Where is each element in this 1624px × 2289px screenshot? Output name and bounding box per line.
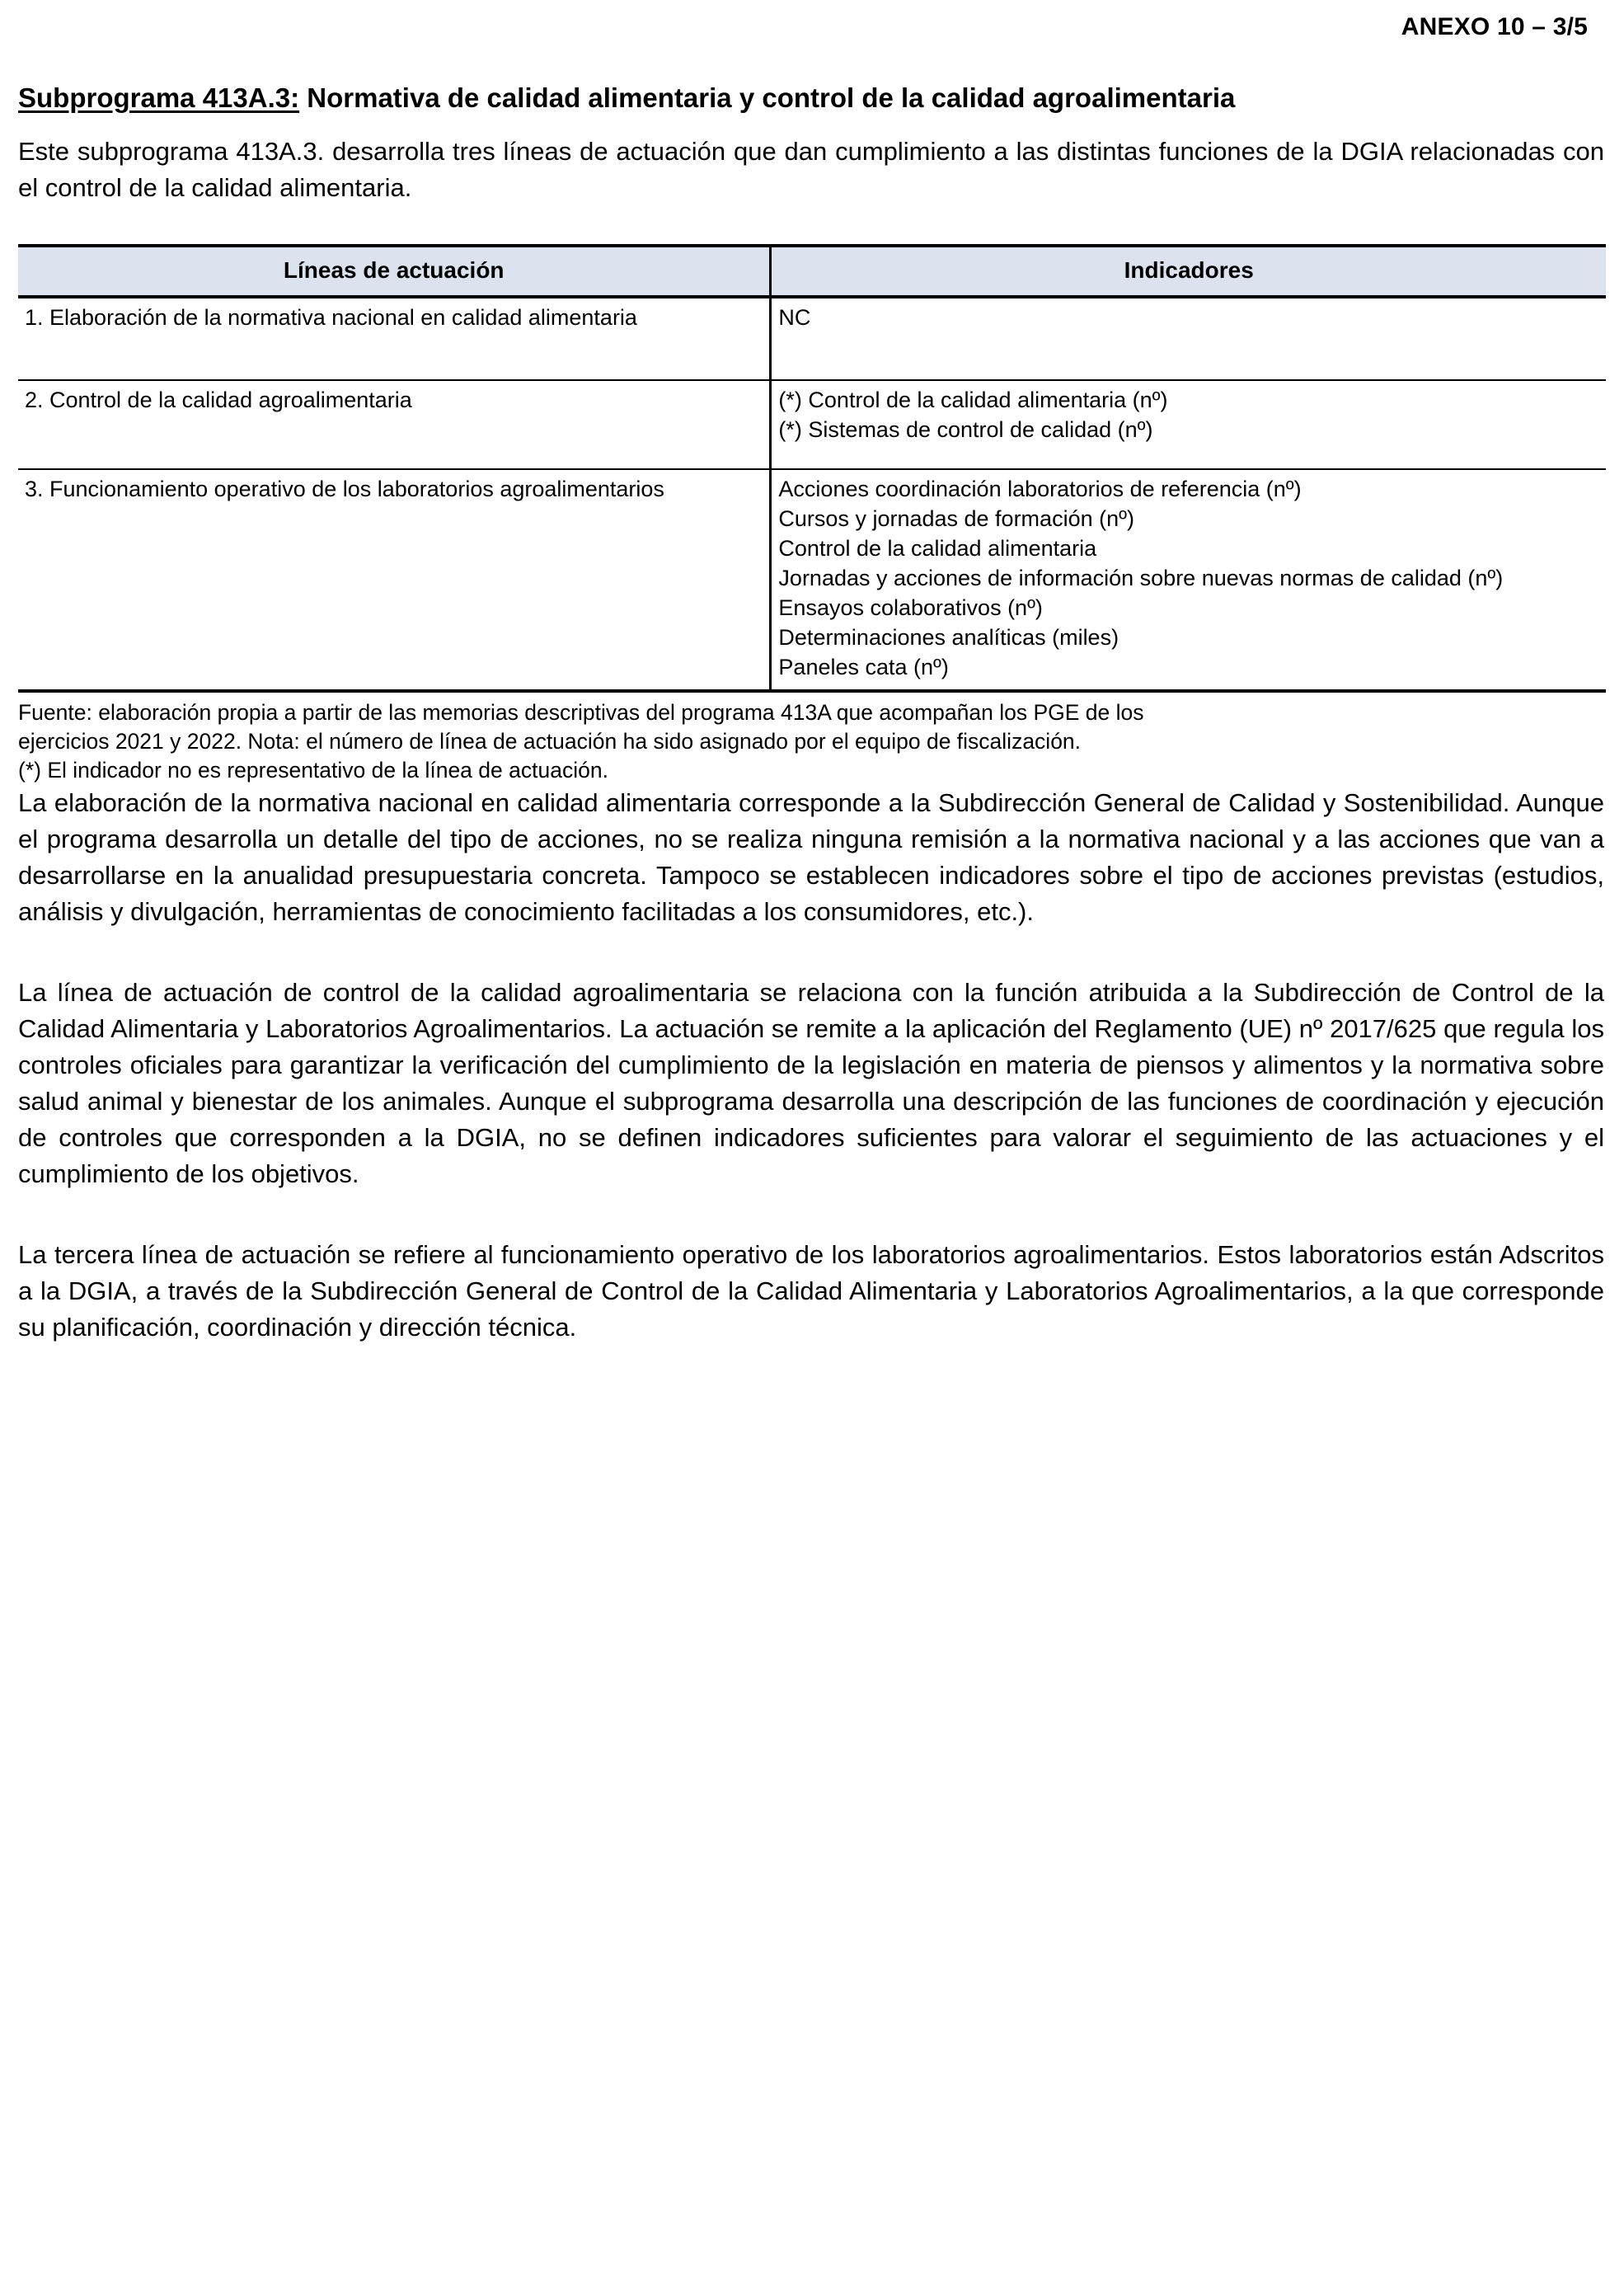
indicator-item: NC: [778, 305, 811, 331]
indicator-list: [778, 386, 1599, 445]
section-title-rest: Normativa de calidad alimentaria y control de la calidad agroalimentaria: [299, 82, 1236, 113]
indicator-item: Jornadas y acciones de información sobre nuevas normas de calidad (nº): [778, 566, 1504, 591]
line-text: 3. Funcionamiento operativo de los laboratorios agroalimentarios: [25, 477, 664, 502]
indicator-item: Control de la calidad alimentaria: [778, 536, 1097, 562]
intro-paragraph: Este subprograma 413A.3. desarrolla tres líneas de actuación que dan cumplimiento a las distintas funciones de la DGIA relacionadas con el control de la calidad alimentaria.: [18, 137, 1604, 203]
table-cell-indicators: [771, 297, 1606, 380]
line-text: 1. Elaboración de la normativa nacional en calidad alimentaria: [25, 305, 637, 331]
page-header-annex-label: ANEXO 10 – 3/5: [1401, 13, 1588, 40]
indicator-list: [778, 303, 1599, 333]
table-row: [18, 469, 1606, 690]
body-paragraph-2: La línea de actuación de control de la calidad agroalimentaria se relaciona con la función atribuida a la Subdirección de Control de la Calidad Alimentaria y Laboratorios Agroalimentarios. La actuación se remite a la aplicación del Reglamento (UE) nº 2017/625 que regula los controles oficiales para garantizar la verificación del cumplimiento de la legislación en materia de piensos y alimentos y la normativa sobre salud animal y bienestar de los animales. Aunque el subprograma desarrolla una descripción de las funciones de coordinación y ejecución de controles que corresponden a la DGIA, no se definen indicadores suficientes para valorar el seguimiento de las actuaciones y el cumplimiento de los objetivos.: [18, 977, 1604, 1188]
table-header: [18, 246, 1606, 297]
body-paragraph-3: La tercera línea de actuación se refiere al funcionamiento operativo de los laboratorios agroalimentarios. Estos laboratorios están Adscritos a la DGIA, a través de la Subdirección General de Control de la Calidad Alimentaria y Laboratorios Agroalimentarios, a la que corresponde su planificación, coordinación y dirección técnica.: [18, 1239, 1604, 1342]
table-row: [18, 380, 1606, 469]
table-row: [18, 297, 1606, 380]
indicator-item: Ensayos colaborativos (nº): [778, 595, 1043, 620]
table-cell-line: [18, 380, 771, 469]
table-header-indicadores: Indicadores: [771, 246, 1606, 297]
table-header-row: [18, 246, 1606, 297]
table-cell-indicators: [771, 380, 1606, 469]
table-cell-indicators: [771, 469, 1606, 690]
indicator-item: (*) Control de la calidad alimentaria (nº): [778, 388, 1168, 413]
indicator-list: [778, 475, 1599, 682]
indicator-item: (*) Sistemas de control de calidad (nº): [778, 417, 1153, 443]
indicator-item: Paneles cata (nº): [778, 654, 949, 679]
indicator-item: Acciones coordinación laboratorios de referencia (nº): [778, 477, 1302, 502]
line-text: 2. Control de la calidad agroalimentaria: [25, 388, 412, 413]
lines-and-indicators-table-wrapper: [18, 244, 1606, 692]
table-header-lineas-de-actuacion: Líneas de actuación: [18, 246, 771, 297]
lines-and-indicators-table: [18, 244, 1606, 692]
section-title: [18, 81, 1606, 115]
source-note-line-3: (*) El indicador no es representativo de la línea de actuación.: [18, 757, 608, 783]
body-paragraph-1: La elaboración de la normativa nacional en calidad alimentaria corresponde a la Subdirección General de Calidad y Sostenibilidad. Aunque el programa desarrolla un detalle del tipo de acciones, no se realiza ninguna remisión a la normativa nacional y a las acciones que van a desarrollarse en la anualidad presupuestaria concreta. Tampoco se establecen indicadores sobre el tipo de acciones previstas (estudios, análisis y divulgación, herramientas de conocimiento facilitadas a los consumidores, etc.).: [18, 787, 1604, 926]
indicator-item: Determinaciones analíticas (miles): [778, 624, 1119, 650]
source-note-line-2: ejercicios 2021 y 2022. Nota: el número de línea de actuación ha sido asignado por el equipo de fiscalización.: [18, 728, 1082, 754]
section-title-label: Subprograma 413A.3:: [18, 82, 300, 113]
table-source-note: [18, 698, 1606, 785]
table-body: [18, 297, 1606, 690]
indicator-item: Cursos y jornadas de formación (nº): [778, 506, 1134, 532]
table-cell-line: [18, 297, 771, 380]
source-note-line-1: Fuente: elaboración propia a partir de las memorias descriptivas del programa 413A que acompañan los PGE de los: [18, 699, 1144, 725]
table-cell-line: [18, 469, 771, 690]
